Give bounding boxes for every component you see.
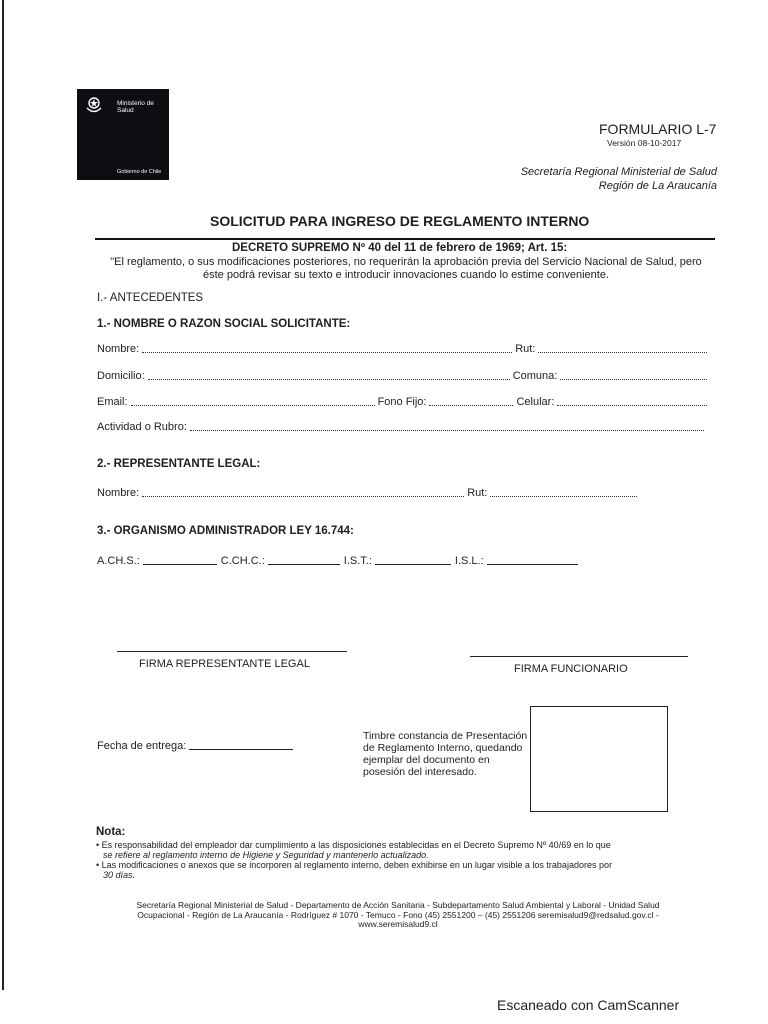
signature-line-funcionario[interactable] [470, 656, 688, 657]
field-achs[interactable] [143, 563, 217, 565]
footer [98, 901, 698, 930]
coat-of-arms-icon [83, 95, 105, 117]
document-title: SOLICITUD PARA INGRESO DE REGLAMENTO INTERNO [210, 213, 590, 229]
signature-line-representante[interactable] [117, 651, 347, 652]
row-email [97, 393, 710, 408]
stamp-box [530, 706, 668, 812]
logo-line2: Salud [117, 107, 134, 114]
label-nombre: Nombre: [97, 343, 140, 355]
signature-label-funcionario: FIRMA FUNCIONARIO [514, 663, 628, 675]
field-cchc[interactable] [268, 563, 340, 565]
footer-line-3: www.seremisalud9.cl [358, 919, 438, 929]
note-2-line-2: 30 días. [103, 869, 136, 880]
field-comuna[interactable] [560, 378, 707, 380]
label-rut: Rut: [515, 343, 536, 355]
bullet-icon: • [96, 860, 102, 870]
title-rule [95, 238, 715, 240]
note-2 [96, 861, 711, 880]
label-rep-rut: Rut: [467, 487, 488, 499]
label-ist: I.S.T.: [343, 555, 372, 567]
field-actividad[interactable] [190, 429, 704, 431]
row-actividad [97, 418, 707, 433]
label-fono-fijo: Fono Fijo: [377, 396, 427, 408]
field-fono-fijo[interactable] [429, 404, 513, 406]
signature-label-representante: FIRMA REPRESENTANTE LEGAL [139, 658, 310, 670]
label-actividad: Actividad o Rubro: [97, 421, 187, 433]
field-rep-nombre[interactable] [142, 495, 464, 497]
field-celular[interactable] [557, 404, 707, 406]
logo-line1: Ministerio de [117, 100, 154, 107]
page-edge [2, 0, 4, 990]
form-code: FORMULARIO L-7 [599, 121, 717, 137]
section-antecedentes: I.- ANTECEDENTES [97, 292, 204, 304]
timbre-text: Timbre constancia de Presentación de Reglamento Interno, quedando ejemplar del documento en posesión del interesado. [363, 730, 528, 778]
form-version: Versión 08-10-2017 [607, 138, 682, 148]
field-isl[interactable] [487, 563, 578, 565]
field-nombre[interactable] [142, 351, 512, 353]
field-rep-rut[interactable] [490, 495, 637, 497]
label-cchc: C.CH.C.: [220, 555, 265, 567]
row-domicilio [97, 367, 710, 382]
section-2-heading: 2.- REPRESENTANTE LEGAL: [97, 458, 261, 470]
secretaria: Secretaría Regional Ministerial de Salud [520, 166, 717, 178]
label-domicilio: Domicilio: [97, 370, 145, 382]
field-domicilio[interactable] [148, 378, 510, 380]
label-email: Email: [97, 396, 128, 408]
row-organismo [97, 552, 582, 567]
footer-line-2: Ocupacional - Región de La Araucanía - Rodríguez # 1070 - Temuco - Fono (45) 2551200 – (45) 2551206 seremisalud9@redsalud.gov.cl - [137, 909, 659, 920]
label-rep-nombre: Nombre: [97, 487, 140, 499]
notes-title: Nota: [96, 826, 126, 838]
label-celular: Celular: [516, 396, 555, 408]
note-1-line-2: se refiere al reglamento interno de Higiene y Seguridad y mantenerlo actualizado. [103, 849, 429, 860]
section-1-heading: 1.- NOMBRE O RAZON SOCIAL SOLICITANTE: [97, 318, 351, 330]
decreto-line: DECRETO SUPREMO Nº 40 del 11 de febrero de 1969; Art. 15: [232, 242, 568, 254]
field-email[interactable] [131, 404, 375, 406]
field-rut[interactable] [538, 351, 707, 353]
logo-bottom: Gobierno de Chile [117, 169, 162, 175]
bullet-icon: • [96, 840, 102, 850]
label-achs: A.CH.S.: [97, 555, 140, 567]
note-1-line-1: Es responsabilidad del empleador dar cumplimiento a las disposiciones establecidas en el Decreto Supremo Nº 40/69 en lo que [101, 840, 611, 850]
note-2-line-1: Las modificaciones o anexos que se incorporen al reglamento interno, deben exhibirse en un lugar visible a los trabajadores por [101, 860, 612, 870]
label-isl: I.S.L.: [454, 555, 484, 567]
decreto-quote: "El reglamento, o sus modificaciones posteriores, no requerirán la aprobación previa del Servicio Nacional de Salud, pero éste podrá revisar su texto e introducir innovaciones cuando lo estime conveniente. [110, 256, 702, 281]
row-nombre [97, 340, 710, 355]
footer-line-1: Secretaría Regional Ministerial de Salud - Departamento de Acción Sanitaria - Subdepartamento Salud Ambiental y Laboral - Unidad Salud [136, 900, 660, 910]
field-fecha-entrega[interactable] [189, 748, 293, 750]
label-fecha-entrega: Fecha de entrega: [97, 740, 187, 752]
label-comuna: Comuna: [512, 370, 558, 382]
note-1 [96, 841, 711, 860]
row-representante [97, 484, 640, 499]
section-3-heading: 3.- ORGANISMO ADMINISTRADOR LEY 16.744: [97, 525, 354, 537]
ministry-logo [77, 89, 169, 180]
field-ist[interactable] [375, 563, 451, 565]
row-fecha-entrega [97, 737, 297, 752]
camscanner-watermark: Escaneado con CamScanner [497, 997, 680, 1013]
region: Región de La Araucanía [598, 180, 717, 192]
